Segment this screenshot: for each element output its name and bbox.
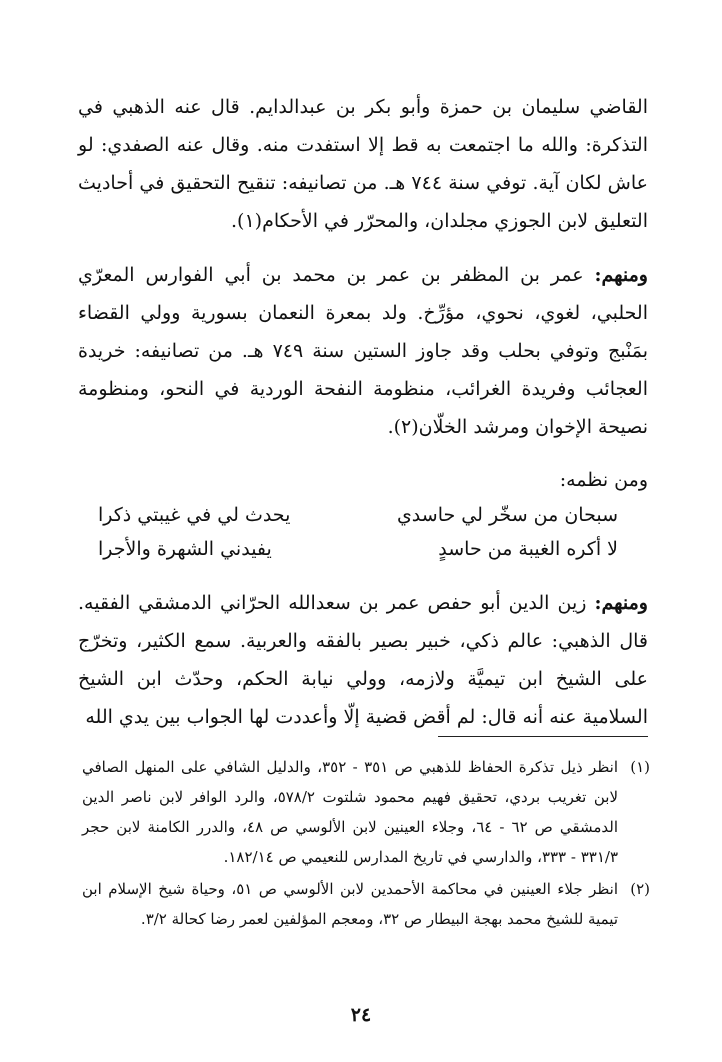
verse-1 <box>78 498 648 532</box>
verse-1-second-hemistich: يحدث لي في غيبتي ذكرا <box>98 504 291 526</box>
main-text <box>78 88 648 752</box>
footnote-2-number: (٢) <box>630 880 650 898</box>
poem <box>78 498 648 566</box>
footnote-1-text: انظر ذيل تذكرة الحفاظ للذهبي ص ٣٥١ - ٣٥٢، والدليل الشافي على المنهل الصافي لابن تغريب بردي، تحقيق فهيم محمود شلتوت ٥٧٨/٢، والرد الوافر لابن ناصر الدين الدمشقي ص ٦٢ - ٦٤، وجلاء العينين لابن الألوسي ص ٤٨، والدرر الكامنة لابن حجر ٣٣١/٣ - ٣٣٣، والدارسي في تاريخ المدارس للنعيمي ص ١٨٢/١٤. <box>82 758 618 866</box>
paragraph-2-lead: ومنهم: <box>594 264 648 286</box>
poem-intro: ومن نظمه: <box>559 469 648 491</box>
footnote-2-text: انظر جلاء العينين في محاكمة الأحمدين لابن الألوسي ص ٥١، وحياة شيخ الإسلام ابن تيمية للشيخ محمد بهجة البيطار ص ٣٢، ومعجم المؤلفين لعمر رضا كحالة ٣/٢. <box>82 880 618 928</box>
paragraph-1 <box>78 88 648 240</box>
footnotes <box>82 752 650 936</box>
verse-2-first-hemistich: لا أكره الغيبة من حاسدٍ <box>438 538 618 560</box>
footnote-1 <box>82 752 650 872</box>
paragraph-2-text: عمر بن المظفر بن عمر بن محمد بن أبي الفوارس المعرّي الحلبي، لغوي، نحوي، مؤرِّخ. ولد بمعرة النعمان بسورية وولي القضاء بمَنْبج وتوفي بحلب وقد جاوز الستين سنة ٧٤٩ هـ. من تصانيفه: خريدة العجائب وفريدة الغرائب، منظومة النفحة الوردية في النحو، ومنظومة نصيحة الإخوان ومرشد الخلّان(٢). <box>78 264 648 438</box>
paragraph-2 <box>78 256 648 446</box>
paragraph-3-lead: ومنهم: <box>594 592 648 614</box>
paragraph-3-text: زين الدين أبو حفص عمر بن سعدالله الحرّاني الدمشقي الفقيه. قال الذهبي: عالم ذكي، خبير بصير بالفقه والعربية. سمع الكثير، وتخرّج على الشيخ ابن تيميَّة ولازمه، وولي نيابة الحكم، وحدّث ابن الشيخ السلامية عنه أنه قال: لم أقض قضية إلّا وأعددت لها الجواب بين يدي الله <box>78 592 648 728</box>
page-number: ٢٤ <box>350 1004 372 1026</box>
footnote-1-number: (١) <box>630 758 650 776</box>
footnote-2 <box>82 874 650 934</box>
paragraph-3 <box>78 584 648 736</box>
footnote-divider <box>438 736 648 737</box>
verse-2 <box>78 532 648 566</box>
paragraph-1-text: القاضي سليمان بن حمزة وأبو بكر بن عبدالدايم. قال عنه الذهبي في التذكرة: والله ما اجتمعت به قط إلا استفدت منه. وقال عنه الصفدي: لو عاش لكان آية. توفي سنة ٧٤٤ هـ. من تصانيفه: تنقيح التحقيق في أحاديث التعليق لابن الجوزي مجلدان، والمحرّر في الأحكام(١). <box>78 96 649 232</box>
verse-1-first-hemistich: سبحان من سخّر لي حاسدي <box>396 504 618 526</box>
verse-2-second-hemistich: يفيدني الشهرة والأجرا <box>98 538 272 560</box>
